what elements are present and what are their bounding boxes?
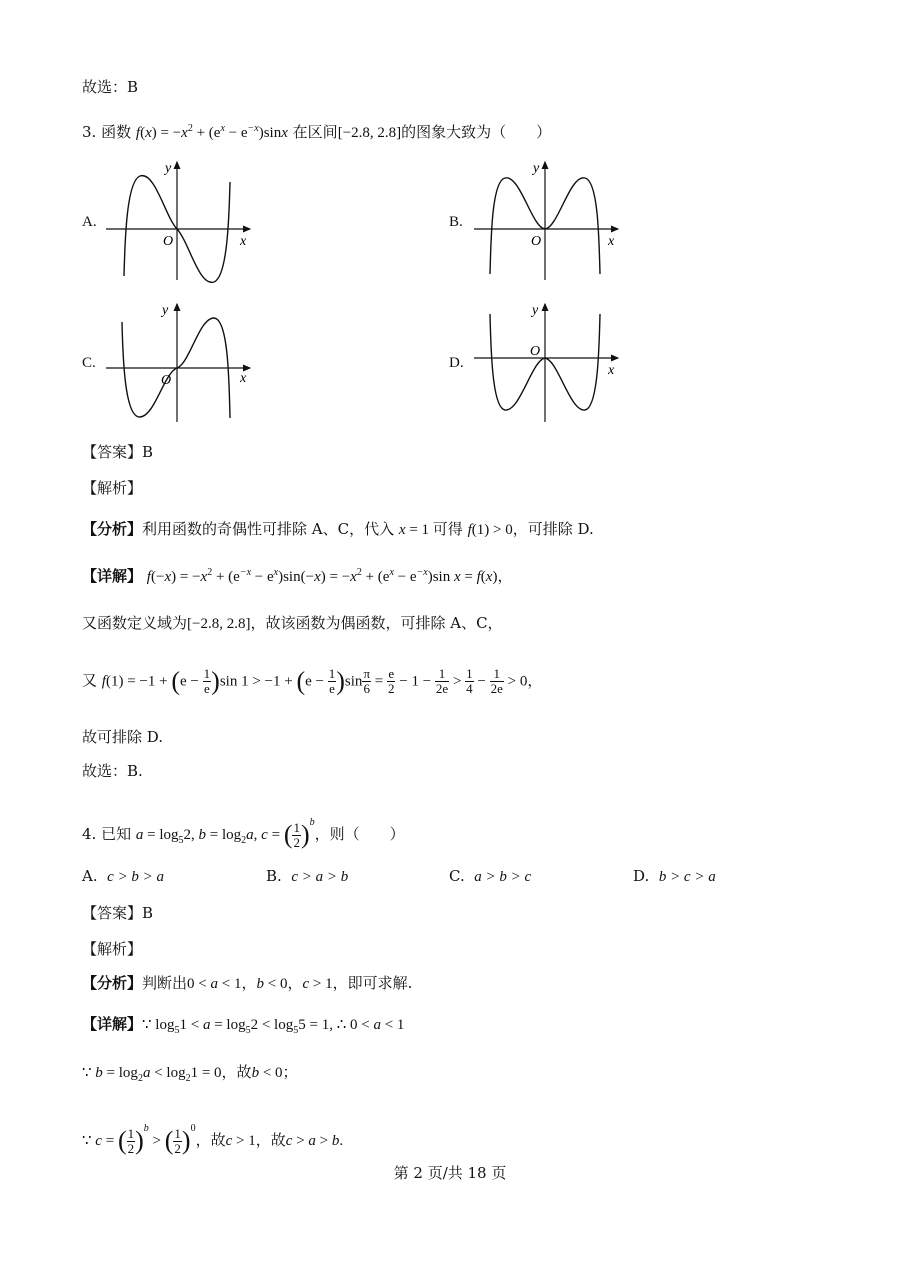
q4-fenxi: 【分析】判断出0 < a < 1，b < 0，c > 1，即可求解. (82, 974, 413, 992)
q3-fenxi-tag: 【分析】 (82, 520, 143, 538)
q3-interval: [−2.8, 2.8] (337, 125, 402, 141)
q3-stem-suffix: 的图象大致为（ ） (401, 123, 552, 141)
q4-detail: 【详解】∵ $\log_51 < a = \log_52 < \log_55 = 1$, ∴ 0 < a < 1 (82, 1015, 405, 1036)
q4-analysis-tag: 【解析】 (82, 940, 143, 958)
q3-function: f (135, 125, 141, 141)
q3-graph-a (100, 156, 260, 284)
q3-stem-mid: 在区间 (292, 123, 338, 141)
q4-choice-c: C. a > b > c (449, 867, 532, 885)
x-label: x (608, 234, 615, 249)
y-label: y (162, 303, 169, 318)
q3-stem: 3. 函数 $f(x) = -x^2 + (e^x - e^{-x})\sin x$ 在区间[−2.8, 2.8]的图象大致为（ ） (82, 123, 552, 141)
q4-stem: 4. 已知 $a = \log_52$, $b = \log_2a$, c = ( $\frac{1}{2}$ )$^b$，则（ ） (82, 817, 405, 850)
page-footer: 第 2 页/共 18 页 (393, 1164, 507, 1182)
q4-choice-b: B. c > a > b (266, 867, 349, 885)
q3-fenxi: 【分析】利用函数的奇偶性可排除 A、C，代入 x = 1 可得 f(1) > 0，可排除 D. (82, 520, 594, 538)
q3-line2: 又函数定义域为[−2.8, 2.8]，故该函数为偶函数，可排除 A、C， (82, 614, 503, 632)
q3-conclusion: 故选：B. (82, 762, 143, 780)
q4-line3: ∵ c = ( $\frac{1}{2}$ )$^b$ > ( $\frac{1}{2}$ )$^0$，故c > 1，故c > a > b. (82, 1123, 344, 1156)
q4-answer: 【答案】B (82, 904, 154, 922)
y-label: y (533, 161, 540, 176)
q3-option-c-label: C. (82, 355, 96, 371)
q3-line3: 又 f(1) = −1 + (e − $\frac{1}{e}$ )sin 1 > −1 + (e − $\frac{1}{e}$ )sin $\frac{\pi}{6}$ = $\frac{e}{2}$ − 1 − $\frac{1}{2e}$ > $\frac{1}{4}$ − $\frac{1}{2e}$ > 0， (82, 666, 543, 696)
q3-graph-d (468, 298, 628, 426)
q3-graph-c (100, 298, 260, 426)
q3-option-b-label: B. (449, 214, 463, 230)
origin-label: O (530, 344, 541, 359)
q3-option-d-label: D. (449, 355, 464, 371)
y-label: y (165, 161, 172, 176)
x-label: x (240, 371, 247, 386)
q3-analysis-tag: 【解析】 (82, 479, 143, 497)
q3-line4: 故可排除 D. (82, 728, 164, 746)
origin-label: O (531, 234, 542, 249)
q4-choice-d: D. b > c > a (633, 867, 716, 885)
origin-label: O (163, 234, 174, 249)
q3-stem-prefix: 函数 (101, 123, 132, 141)
q3-number: 3. (82, 123, 97, 141)
q3-detail: 【详解】 $f(-x) = -x^2 + (e^{-x} - e^x)\sin(-x) = -x^2 + (e^x - e^{-x})\sin$ x = f(x)， (82, 567, 513, 585)
q3-detail-tag: 【详解】 (82, 567, 143, 585)
q4-line2: ∵ $b = \log_2a < \log_21 = 0$，故b < 0； (82, 1063, 298, 1084)
x-label: x (240, 234, 247, 249)
x-label: x (608, 363, 615, 378)
origin-label: O (161, 373, 172, 388)
q3-option-a-label: A. (82, 214, 97, 230)
q3-answer: 【答案】B (82, 443, 154, 461)
q4-choice-a: A. c > b > a (82, 867, 165, 885)
y-label: y (532, 303, 539, 318)
prev-answer: 故选：B (82, 78, 139, 96)
q3-graph-b (468, 156, 628, 284)
